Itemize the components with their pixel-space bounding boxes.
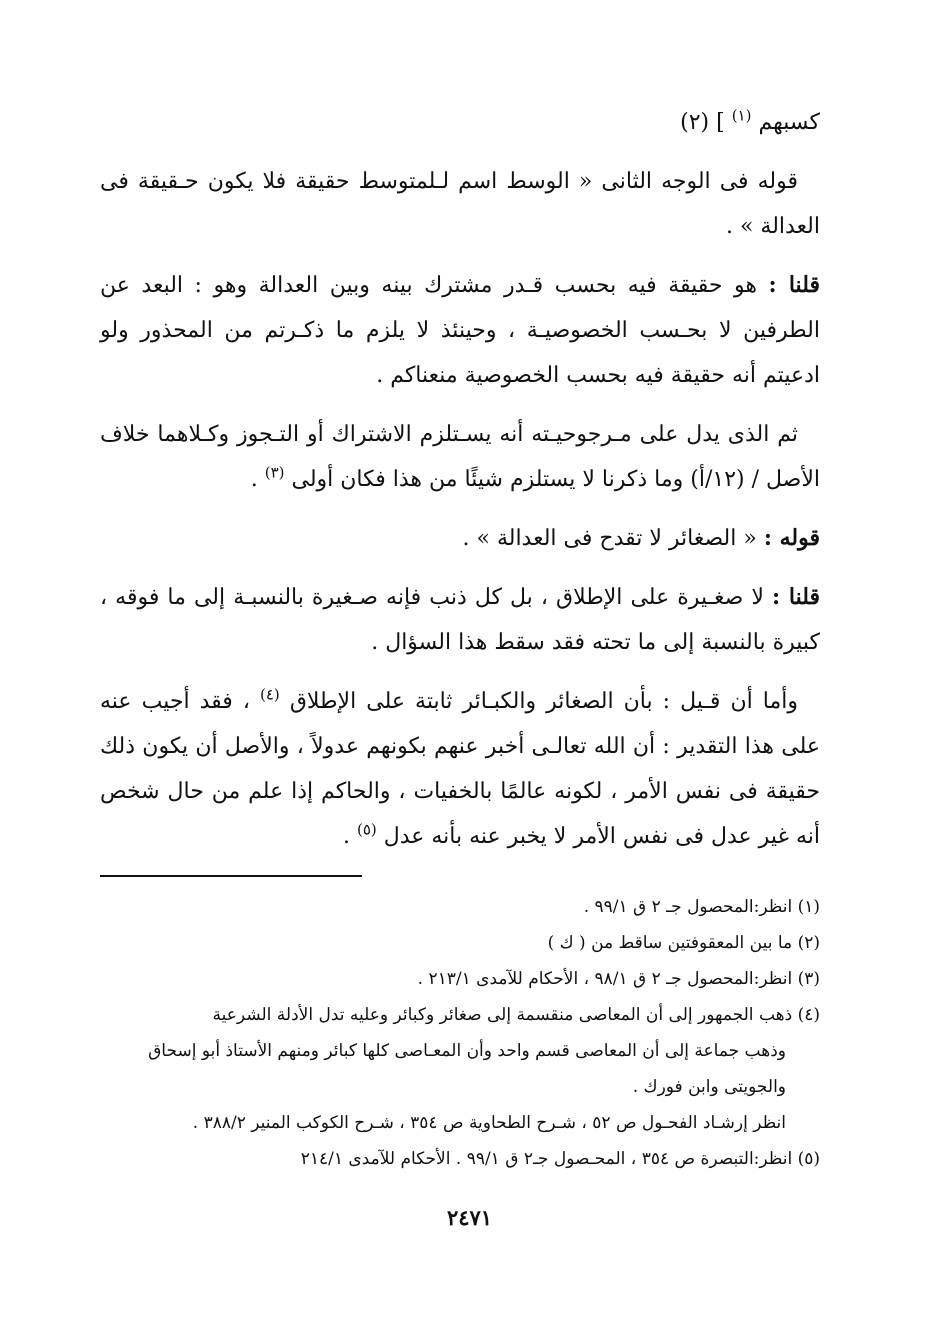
document-page [100, 100, 820, 1320]
paragraph-text: هو حقيقة فيه بحسب قـدر مشترك بينه وبين العدالة وهو : البعد عن الطرفين لا بحـسب الخصوصيـة ، وحينئذ لا يلزم ما ذكـرتم من المحذور ولو ادعيتم أنه حقيقة فيه بحسب الخصوصية منعناكم . [100, 273, 820, 388]
paragraph-end: . [250, 467, 258, 492]
footnote-number: (٤) [797, 1005, 820, 1025]
paragraph-0 [100, 100, 820, 145]
paragraph-text: لا صغـيرة على الإطلاق ، بل كل ذنب فإنه صـغيرة بالنسبـة إلى ما فوقه ، كبيرة بالنسبة إلى ما تحته فقد سقط هذا السؤال . [100, 585, 820, 655]
footnote-ref: (٤) [260, 685, 280, 704]
footnote-divider [100, 875, 362, 877]
footnote-text: ذهب الجمهور إلى أن المعاصى منقسمة إلى صغائر وكبائر وعليه تدل الأدلة الشرعية [212, 1005, 793, 1025]
page-number: ٢٤٧١ [446, 1205, 493, 1230]
footnote-5 [100, 1141, 820, 1177]
paragraph-2 [100, 263, 820, 398]
paragraph-text: وأما أن قـيل : بأن الصغائر والكبـائر ثابتة على الإطلاق [289, 689, 798, 714]
main-text [100, 100, 820, 859]
paragraph-5 [100, 575, 820, 665]
continuation-text: كسبهم [758, 110, 820, 135]
paragraph-4 [100, 516, 820, 561]
paragraph-6 [100, 679, 820, 859]
footnote-2 [100, 925, 820, 961]
footnote-4 [100, 997, 820, 1033]
paragraph-1 [100, 159, 820, 249]
footnote-number: (١) [797, 897, 820, 917]
footnote-text: انظر:المحصول جـ ٢ ق ٩٨/١ ، الأحكام للآمدى ٢١٣/١ . [417, 969, 793, 989]
paragraph-3 [100, 412, 820, 502]
bracket-close: ] (٢) [680, 110, 725, 135]
footnote-4-sources [100, 1105, 820, 1141]
paragraph-lead: قوله : [763, 525, 820, 551]
footnote-ref: (١) [731, 106, 752, 125]
footnote-ref: (٥) [356, 820, 377, 839]
paragraph-lead: قلنا : [768, 272, 820, 298]
footnote-text: انظر:المحصول جـ ٢ ق ٩٩/١ . [583, 897, 793, 917]
footnote-text: وذهب جماعة إلى أن المعاصى قسم واحد وأن المعـاصى كلها كبائر ومنهم الأستاذ أبو إسحاق والجويتى وابن فورك . [148, 1041, 786, 1097]
paragraph-lead: قلنا : [772, 584, 821, 610]
footnote-1 [100, 889, 820, 925]
footnotes [100, 889, 820, 1177]
paragraph-text: « الصغائر لا تقدح فى العدالة » . [462, 526, 757, 551]
paragraph-text: قوله فى الوجه الثانى « الوسط اسم لـلمتوسط حقيقة فلا يكون حـقيقة فى العدالة » . [100, 169, 820, 239]
footnote-text: انظر:التبصرة ص ٣٥٤ ، المحـصول جـ٢ ق ٩٩/١ . الأحكام للآمدى ٢١٤/١ [300, 1149, 793, 1169]
footnote-text: ما بين المعقوفتين ساقط من ( ك ) [547, 933, 793, 953]
footnote-3 [100, 961, 820, 997]
footnote-number: (٥) [797, 1149, 820, 1169]
paragraph-end: . [342, 824, 350, 849]
footnote-ref: (٣) [264, 463, 285, 482]
footnote-number: (٢) [797, 933, 820, 953]
footnote-4-continued [100, 1033, 820, 1105]
footnote-text: انظر إرشـاد الفحـول ص ٥٢ ، شـرح الطحاوية ص ٣٥٤ ، شـرح الكوكب المنير ٣٨٨/٢ . [192, 1113, 786, 1133]
paragraph-text: ثم الذى يدل على مـرجوحيـته أنه يسـتلزم الاشتراك أو التـجوز وكـلاهما خلاف الأصل / (١٢/أ) وما ذكرنا لا يستلزم شيئًا من هذا فكان أولى [100, 422, 820, 492]
paragraph-text: ، فقد أجيب عنه على هذا التقدير : أن الله تعالـى أخبر عنهم بكونهم عدولاً ، والأصل أن يكون ذلك حقيقة فى نفس الأمر ، لكونه عالمًا بالخفيات ، والحاكم إذا علم من حال شخص أنه غير عدل فى نفس الأمر لا يخبر عنه بأنه عدل [100, 689, 820, 849]
footnote-number: (٣) [797, 969, 820, 989]
